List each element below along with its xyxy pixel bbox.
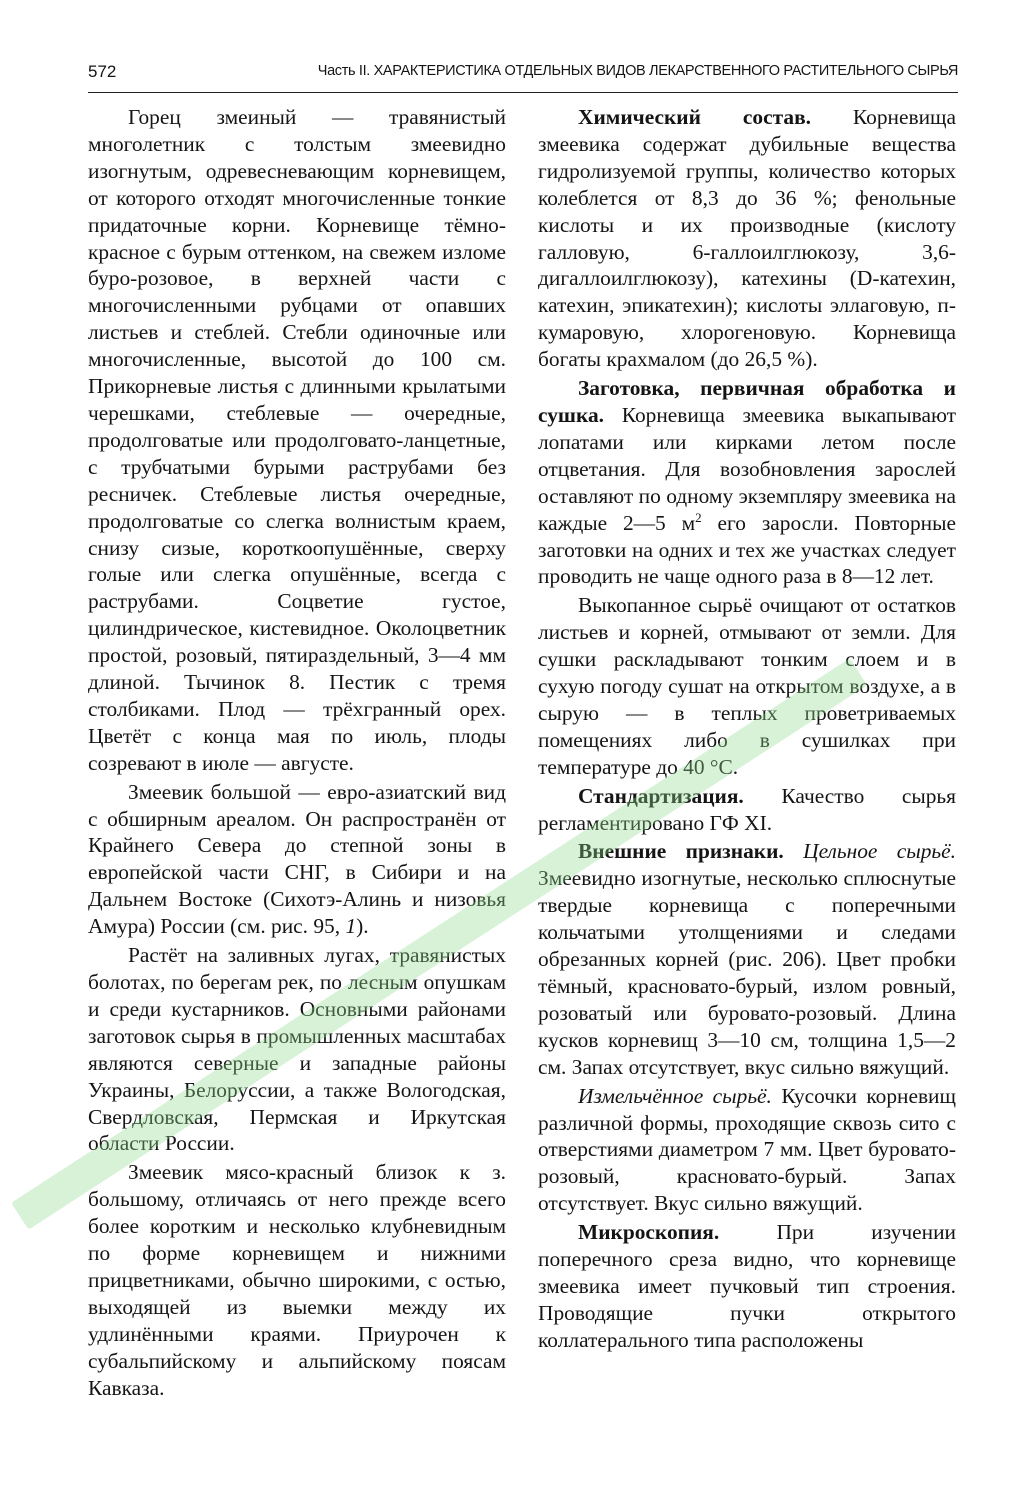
section-text: Корневища змеевика выкапывают лопатами или кирками летом после отцветания. Для возобновления зарослей оставляют по одному экземпляру змеевика на каждые 2—5 м (538, 402, 956, 535)
subheading: Измельчённое сырьё. (578, 1083, 772, 1108)
page-header (88, 56, 958, 86)
paragraph-drying: Выкопанное сырьё очищают от остатков листьев и корней, отмывают от земли. Для сушки раскладывают тонким слоем и в сухую погоду сушат на открытом воздухе, а в сырую — в теплых проветриваемых помещениях либо в сушилках при температуре до 40 °С. (538, 593, 956, 779)
section-heading: Химический состав. (578, 105, 811, 129)
section-heading: Стандартизация. (578, 783, 744, 808)
section-text: Качество сырья регламентировано ГФ XI. (538, 783, 956, 835)
section-heading: Микроскопия. (578, 1220, 720, 1245)
section-microscopy (538, 1219, 956, 1354)
paragraph-description: Горец змеиный — травянистый многолетник с толстым змеевидно изогнутым, одревесневающим корневищем, от которого отходят многочисленные тонкие придаточные корни. Корневище тёмно-красное с бурым оттенком, на свежем изломе буро-розовое, в верхней части с многочисленными рубцами от опавших листьев и стеблей. Стебли одиночные или многочисленные, высотой до 100 см. Прикорневые листья с длинными крылатыми черешками, стеблевые — очередные, продолговатые или продолговато-ланцетные, с трубчатыми бурыми раструбами без ресничек. Стеблевые листья очередные, продолговатые со слегка волнистым краем, снизу сизые, короткоопушённые, сверху голые или слегка опушённые, всегда с раструбами. Соцветие густое, цилиндрическое, кистевидное. Околоцветник простой, розовый, пятираздельный, 3—4 мм длиной. Тычинок 8. Пестик с тремя столбиками. Плод — трёхгранный орех. Цветёт с конца мая по июль, плоды созревают в июле — августе. (88, 105, 506, 775)
section-text: Змеевидно изогнутые, несколько сплюснутые твердые корневища с поперечными кольчатыми утолщениями и следами обрезанных корней (рис. 206). Цвет пробки тёмный, красновато-бурый, излом ровный, розоватый или буровато-розовый. Длина кусков корневищ 3—10 см, толщина 1,5—2 см. Запах отсутствует, вкус сильно вяжущий. (538, 866, 956, 1079)
section-external-features (538, 838, 956, 1080)
paragraph-related-species: Змеевик мясо-красный близок к з. большому, отличаясь от него прежде всего более коротким и несколько клубневидным по форме корневищем и нижними прицветниками, обычно широкими, с остью, выходящей из выемки между их удлинёнными краями. Приурочен к субальпийскому и альпийскому поясам Кавказа. (88, 1160, 506, 1400)
subheading: Цельное сырьё. (783, 839, 956, 864)
section-heading: Заготовка, первичная обработка и сушка. (538, 376, 956, 427)
range-text-end: ). (356, 914, 369, 939)
section-harvesting (538, 375, 956, 590)
header-divider (88, 92, 958, 93)
section-text: Кусочки корневищ различной формы, проходящие сквозь сито с отверстиями диаметром 7 мм. Цвет буровато-розовый, красновато-бурый. Запах отсутствует. Вкус сильно вяжущий. (538, 1083, 956, 1216)
paragraph-range (88, 779, 506, 940)
figure-ref-index: 1 (345, 914, 357, 939)
left-column (88, 104, 506, 1402)
range-text: Змеевик большой — евро-азиатский вид с обширным ареалом. Он распространён от Крайнего Севера до степной зоны в европейской части СНГ, в Сибири и на Дальнем Востоке (Сихотэ-Алинь и низовья Амура) России (см. рис. 95, (88, 779, 506, 939)
paragraph-habitat: Растёт на заливных лугах, травянистых болотах, по берегам рек, по лесным опушкам и среди кустарников. Основными районами заготовок сырья в промышленных масштабах являются северные и западные районы Украины, Белоруссии, а также Вологодская, Свердловская, Пермская и Иркутская области России. (88, 943, 506, 1156)
section-heading: Внешние признаки. (578, 839, 784, 864)
section-text: его заросли. Повторные заготовки на одних и тех же участках следует проводить не чаще одного раза в 8—12 лет. (538, 510, 956, 589)
section-chemical-composition (538, 104, 956, 373)
page-number: 572 (88, 62, 117, 81)
paragraph-crushed-material (538, 1083, 956, 1218)
section-standardization (538, 783, 956, 837)
right-column (538, 104, 956, 1354)
section-text: Корневища змеевика содержат дубильные вещества гидролизуемой группы, количество которых колеблется от 8,3 до 36 %; фенольные кислоты и их производные (кислоту галловую, 6-галлоилглюкозу, 3,6-дигаллоилглюкозу), катехины (D-катехин, катехин, эпикатехин); кислоты эллаговую, п-кумаровую, хлорогеновую. Корневища богаты крахмалом (до 26,5 %). (538, 105, 956, 372)
running-title: Часть II. ХАРАКТЕРИСТИКА ОТДЕЛЬНЫХ ВИДОВ ЛЕКАРСТВЕННОГО РАСТИТЕЛЬНОГО СЫРЬЯ (317, 63, 958, 79)
superscript: 2 (695, 509, 702, 525)
section-text: При изучении поперечного среза видно, что корневище змеевика имеет пучковый тип строения. Проводящие пучки открытого коллатерального типа расположены (538, 1220, 956, 1352)
